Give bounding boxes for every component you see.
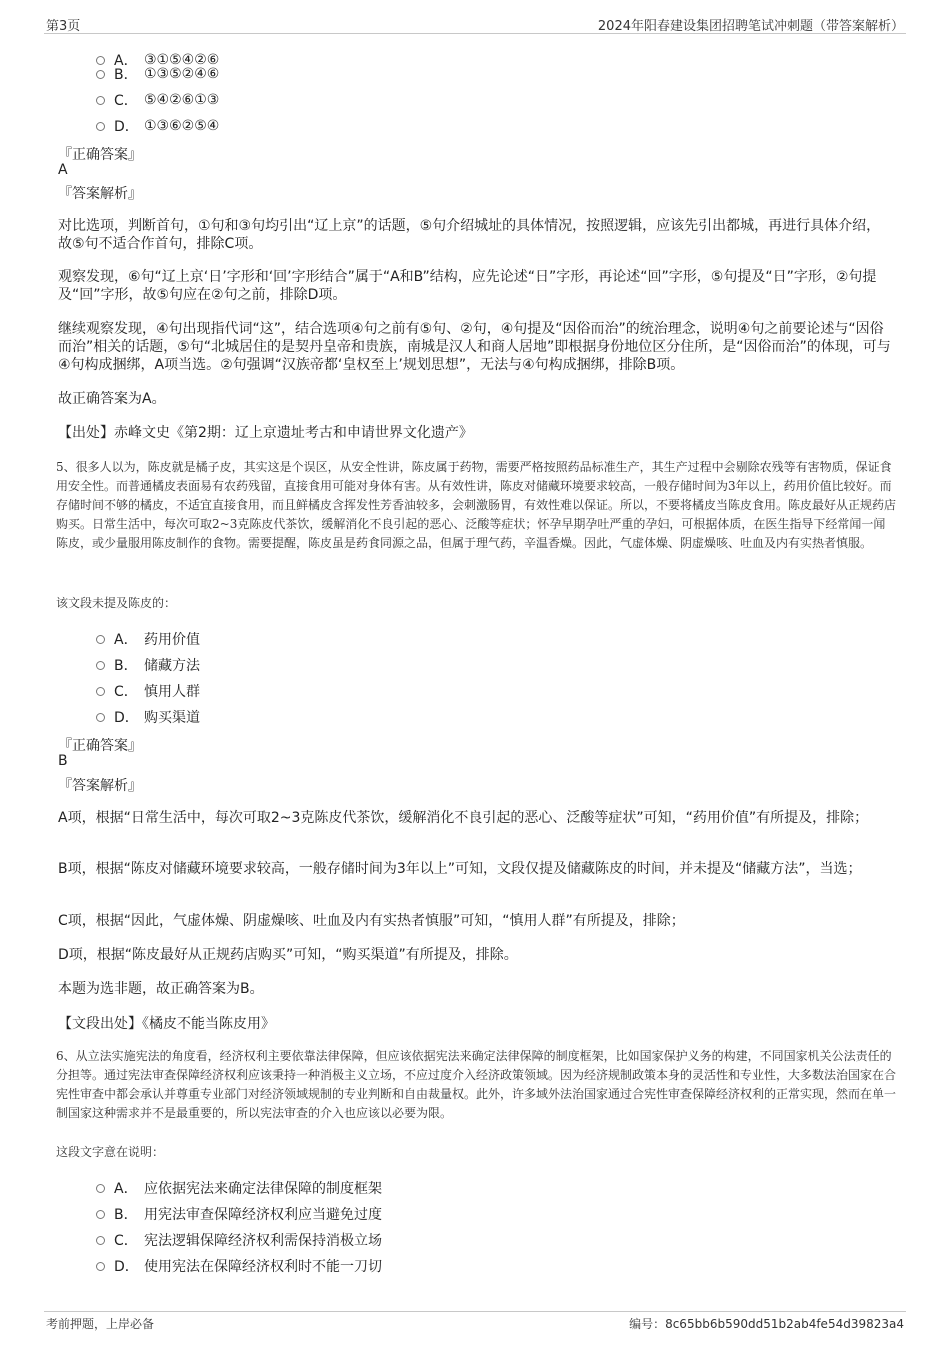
option-text: 储藏方法 [144,658,200,674]
option-text: 购买渠道 [144,710,200,726]
q6-option-a[interactable] [96,1178,382,1198]
option-text: 宪法逻辑保障经济权利需保持消极立场 [144,1233,382,1249]
radio-icon[interactable] [96,1236,105,1245]
q6-prompt: 这段文字意在说明： [56,1145,165,1159]
option-text: ③①⑤④②⑥ [144,52,220,68]
radio-icon[interactable] [96,1262,105,1271]
footer-serial: 编号：8c65bb6b590dd51b2ab4fe54d39823a4 [629,1317,904,1331]
option-letter: D． [114,119,139,135]
q4-analysis-label: 『答案解析』 [58,186,142,202]
q5-analysis-para: A项，根据“日常生活中，每次可取2~3克陈皮代茶饮，缓解消化不良引起的恶心、泛酸等症状”可知，“药用价值”有所提及，排除； [58,810,869,826]
option-letter: B． [114,1207,138,1223]
option-text: 使用宪法在保障经济权利时不能一刀切 [144,1259,382,1275]
q4-analysis-para: 继续观察发现，④句出现指代词“这”，结合选项④句之前有⑤句、②句，④句提及“因俗而治”的统治理念，说明④句之前要论述与“因俗而治”相关的话题，⑤句“北城居住的是契丹皇帝和贵族，南城是汉人和商人居地”即根据身份地位区分住所，是“因俗而治”的体现，可与④句构成捆绑，A项当选。②句强调“汉族帝都‘皇权至上’规划思想”，无法与④句构成捆绑，排除B项。 [58,321,891,373]
radio-icon[interactable] [96,713,105,722]
header-divider [44,33,906,34]
option-letter: C． [114,1233,138,1249]
option-letter: B． [114,658,138,674]
option-letter: C． [114,684,138,700]
q5-analysis-para: C项，根据“因此，气虚体燥、阴虚燥咳、吐血及内有实热者慎服”可知，“慎用人群”有所提及，排除； [58,913,685,929]
q5-option-d[interactable] [96,707,200,727]
option-letter: A． [114,632,138,648]
radio-icon[interactable] [96,122,105,131]
q4-answer-label: 『正确答案』 [58,147,142,163]
q5-prompt: 该文段未提及陈皮的： [56,596,177,610]
q4-source: 【出处】赤峰文史《第2期：辽上京遗址考古和申请世界文化遗产》 [58,425,473,441]
q4-option-d[interactable] [96,116,219,136]
radio-icon[interactable] [96,96,105,105]
document-title: 2024年阳春建设集团招聘笔试冲刺题（带答案解析） [597,19,904,34]
radio-icon[interactable] [96,661,105,670]
q5-answer-label: 『正确答案』 [58,738,142,754]
q4-option-b[interactable] [96,64,219,84]
option-text: 药用价值 [144,632,200,648]
q5-option-a[interactable] [96,629,200,649]
q4-analysis-para: 对比选项，判断首句，①句和③句均引出“辽上京”的话题，⑤句介绍城址的具体情况，按照逻辑，应该先引出都城，再进行具体介绍，故⑤句不适合作首句，排除C项。 [58,218,881,252]
option-letter: D． [114,1259,139,1275]
option-letter: D． [114,710,139,726]
radio-icon[interactable] [96,687,105,696]
q4-conclusion: 故正确答案为A。 [58,391,166,407]
q6-option-b[interactable] [96,1204,382,1224]
option-text: 慎用人群 [144,684,200,700]
q5-analysis-para: D项，根据“陈皮最好从正规药店购买”可知，“购买渠道”有所提及，排除。 [58,947,518,963]
q5-conclusion: 本题为选非题，故正确答案为B。 [58,981,264,997]
option-letter: B． [114,67,138,83]
q5-analysis-label: 『答案解析』 [58,778,142,794]
q4-analysis-para: 观察发现，⑥句“辽上京‘日’字形和‘回’字形结合”属于“A和B”结构，应先论述“日”字形，再论述“回”字形，⑤句提及“日”字形，②句提及“回”字形，故⑤句应在②句之前，排除D项。 [58,269,877,303]
q6-question-text: 6、从立法实施宪法的角度看，经济权利主要依靠法律保障，但应该依据宪法来确定法律保障的制度框架，比如国家保护义务的构建，不同国家机关公法责任的分担等。通过宪法审查保障经济权利应该秉持一种消极主义立场，不应过度介入经济政策领域。因为经济规制政策本身的灵活性和专业性，大多数法治国家在合宪性审查中都会承认并尊重专业部门对经济领域规制的专业判断和自由裁量权。此外，许多域外法治国家通过合宪性审查保障经济权利的正常实现，然而在单一制国家这种需求并不是最重要的，所以宪法审查的介入也应该以必要为限。 [56,1049,897,1120]
page-number: 第3页 [46,19,81,34]
option-text: 用宪法审查保障经济权利应当避免过度 [144,1207,382,1223]
q6-option-c[interactable] [96,1230,382,1250]
option-text: ①③⑤②④⑥ [144,66,220,82]
option-text: ①③⑥②⑤④ [144,118,220,134]
q5-source: 【文段出处】《橘皮不能当陈皮用》 [58,1016,275,1032]
q5-analysis-para: B项，根据“陈皮对储藏环境要求较高，一般存储时间为3年以上”可知，文段仅提及储藏陈皮的时间，并未提及“储藏方法”，当选； [58,861,862,877]
footer-divider [44,1311,906,1312]
radio-icon[interactable] [96,1210,105,1219]
option-text: 应依据宪法来确定法律保障的制度框架 [144,1181,382,1197]
q4-answer: A [58,162,68,178]
q5-answer: B [58,753,68,769]
q5-option-b[interactable] [96,655,200,675]
q5-option-c[interactable] [96,681,200,701]
q4-option-c[interactable] [96,90,219,110]
option-letter: C． [114,93,138,109]
option-letter: A． [114,1181,138,1197]
option-letter: A． [114,53,138,69]
radio-icon[interactable] [96,70,105,79]
option-text: ⑤④②⑥①③ [144,92,220,108]
footer-slogan: 考前押题，上岸必备 [46,1317,155,1331]
radio-icon[interactable] [96,1184,105,1193]
radio-icon[interactable] [96,635,105,644]
q5-question-text: 5、很多人以为，陈皮就是橘子皮，其实这是个误区，从安全性讲，陈皮属于药物，需要严格按照药品标准生产，其生产过程中会剔除农残等有害物质，保证食用安全性。而普通橘皮表面易有农药残留，直接食用可能对身体有害。从有效性讲，陈皮对储藏环境要求较高，一般存储时间为3年以上，药用价值比较好。而存储时间不够的橘皮，不适宜直接食用，而且鲜橘皮含挥发性芳香油较多，会刺激肠胃，有效性难以保证。所以，不要将橘皮当陈皮食用。陈皮最好从正规药店购买。日常生活中，每次可取2~3克陈皮代茶饮，缓解消化不良引起的恶心、泛酸等症状；怀孕早期孕吐严重的孕妇，可根据体质，在医生指导下经常闻一闻陈皮，或少量服用陈皮制作的食物。需要提醒，陈皮虽是药食同源之品，但属于理气药，辛温香燥。因此，气虚体燥、阴虚燥咳、吐血及内有实热者慎服。 [56,460,897,550]
q6-option-d[interactable] [96,1256,382,1276]
